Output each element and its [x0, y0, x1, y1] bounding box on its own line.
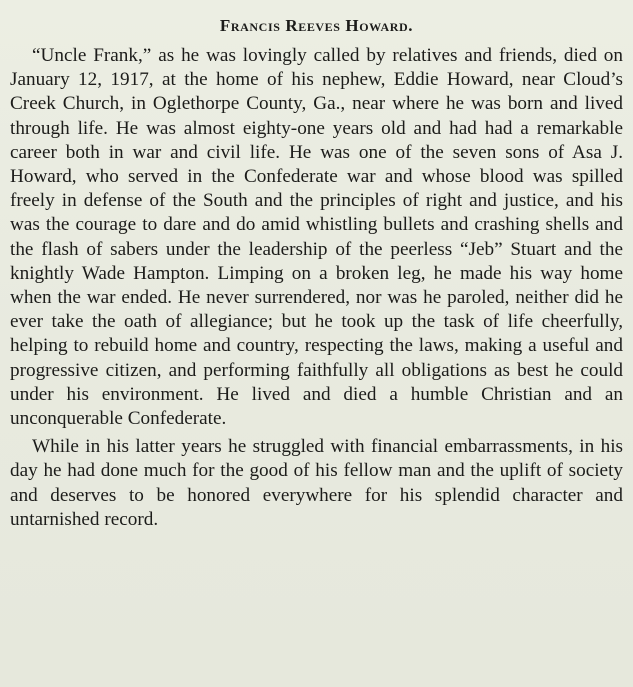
- article-paragraph-2: While in his latter years he struggled with financial embarrassments, in his day he had done much for the good of his fellow man and the uplift of society and deserves to be honored everywhere for his splendid character and untarnished record.: [10, 436, 623, 530]
- article-title: Francis Reeves Howard.: [219, 16, 414, 35]
- article-paragraph-1: “Uncle Frank,” as he was lovingly called by relatives and friends, died on January 12, 1917, at the home of his nephew, Eddie Howard, near Cloud’s Creek Church, in Oglethorpe County, Ga., near where he was born and lived through life. He was almost eighty-one years old and had had a remarkable career both in war and civil life. He was one of the seven sons of Asa J. Howard, who served in the Confederate war and whose blood was spilled freely in defense of the South and the principles of right and justice, and his was the courage to dare and do amid whistling bullets and crashing shells and the flash of sabers under the leadership of the peerless “Jeb” Stuart and the knightly Wade Hampton. Limping on a broken leg, he made his way home when the war ended. He never surrendered, nor was he paroled, neither did he ever take the oath of allegiance; but he took up the task of life cheerfully, helping to rebuild home and country, respecting the laws, making a useful and progressive citizen, and performing faithfully all obligations as best he could under his environment. He lived and died a humble Christian and an unconquerable Confederate.: [10, 45, 623, 430]
